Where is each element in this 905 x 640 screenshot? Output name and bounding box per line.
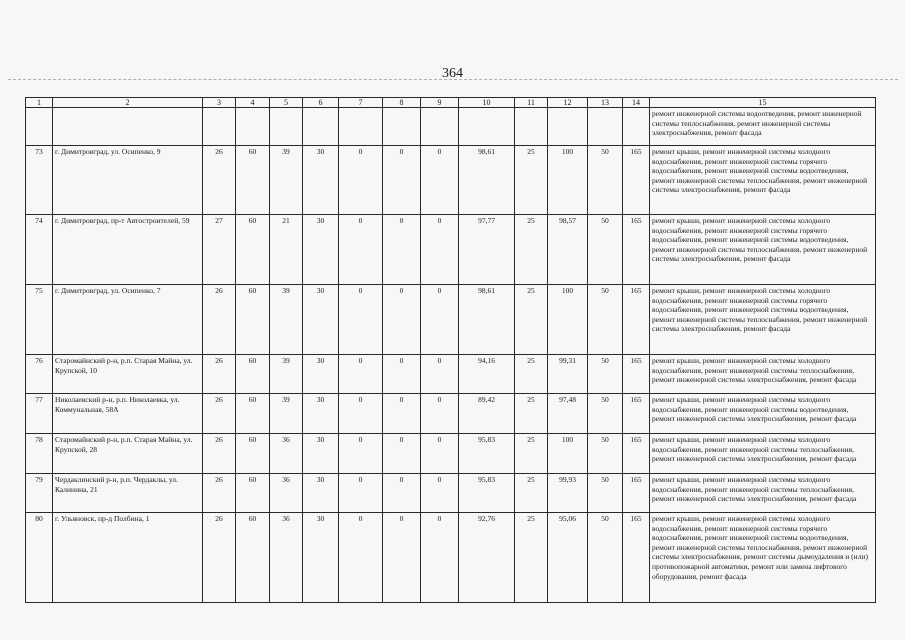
work-list: ремонт крыши, ремонт инженерной системы холодного водоснабжения, ремонт инженерной системы теплоснабжения, ремонт инженерной системы электроснабжения, ремонт фасада	[650, 434, 876, 474]
col-9: 0	[421, 355, 459, 394]
repair-table	[25, 97, 876, 603]
col-9: 0	[421, 513, 459, 603]
col-5: 36	[270, 513, 303, 603]
col-8: 0	[383, 474, 421, 513]
col-10: 89,42	[459, 394, 515, 434]
col-9: 0	[421, 394, 459, 434]
col-6: 30	[303, 513, 339, 603]
column-header: 2	[53, 98, 203, 108]
row-number: 78	[26, 434, 53, 474]
col-13: 50	[588, 355, 623, 394]
column-header: 1	[26, 98, 53, 108]
col-10: 98,61	[459, 285, 515, 355]
col-6: 30	[303, 146, 339, 215]
col-3: 27	[203, 215, 236, 285]
col-11: 25	[515, 215, 548, 285]
col-5: 39	[270, 355, 303, 394]
work-list: ремонт инженерной системы водоотведения, ремонт инженерной системы теплоснабжения, ремонт инженерной системы электроснабжения, ремонт фасада	[650, 108, 876, 146]
column-header: 11	[515, 98, 548, 108]
col-4: 60	[236, 474, 270, 513]
col-3: 26	[203, 146, 236, 215]
col-4: 60	[236, 285, 270, 355]
address: Чердаклинский р-н, р.п. Чердаклы, ул. Калинина, 21	[53, 474, 203, 513]
col-13: 50	[588, 215, 623, 285]
col-8: 0	[383, 434, 421, 474]
col-6: 30	[303, 285, 339, 355]
col-8: 0	[383, 355, 421, 394]
work-list: ремонт крыши, ремонт инженерной системы холодного водоснабжения, ремонт инженерной системы горячего водоснабжения, ремонт инженерной системы водоотведения, ремонт инженерной системы теплоснабжения, ремонт инженерной системы электроснабжения, ремонт фасада	[650, 215, 876, 285]
col-13: 50	[588, 146, 623, 215]
col-11: 25	[515, 513, 548, 603]
col-11: 25	[515, 146, 548, 215]
col-8: 0	[383, 146, 421, 215]
address: Николаевский р-н, р.п. Николаевка, ул. Коммунальная, 58А	[53, 394, 203, 434]
col-14: 165	[623, 474, 650, 513]
col-14: 165	[623, 355, 650, 394]
address: Старомайнский р-н, р.п. Старая Майна, ул. Крупской, 10	[53, 355, 203, 394]
col-11: 25	[515, 355, 548, 394]
col-4: 60	[236, 394, 270, 434]
column-header: 9	[421, 98, 459, 108]
table-row	[26, 146, 876, 215]
work-list: ремонт крыши, ремонт инженерной системы холодного водоснабжения, ремонт инженерной системы водоотведения, ремонт инженерной системы электроснабжения, ремонт фасада	[650, 394, 876, 434]
col-12: 100	[548, 146, 588, 215]
col-8: 0	[383, 285, 421, 355]
column-number-row	[26, 98, 876, 108]
col-7: 0	[339, 434, 383, 474]
address: г. Димитровград, ул. Осипенко, 9	[53, 146, 203, 215]
column-header: 15	[650, 98, 876, 108]
table-row	[26, 215, 876, 285]
col-4: 60	[236, 215, 270, 285]
col-12: 98,57	[548, 215, 588, 285]
col-11: 25	[515, 285, 548, 355]
col-7: 0	[339, 285, 383, 355]
col-14: 165	[623, 434, 650, 474]
col-9: 0	[421, 285, 459, 355]
col-3: 26	[203, 434, 236, 474]
address: Старомайнский р-н, р.п. Старая Майна, ул. Крупской, 28	[53, 434, 203, 474]
col-10: 95,83	[459, 434, 515, 474]
col-5: 39	[270, 285, 303, 355]
column-header: 12	[548, 98, 588, 108]
col-9: 0	[421, 474, 459, 513]
column-header: 8	[383, 98, 421, 108]
col-14: 165	[623, 394, 650, 434]
row-number: 77	[26, 394, 53, 434]
col-4: 60	[236, 146, 270, 215]
col-3: 26	[203, 394, 236, 434]
col-10: 94,16	[459, 355, 515, 394]
row-number: 75	[26, 285, 53, 355]
col-9: 0	[421, 434, 459, 474]
row-number: 80	[26, 513, 53, 603]
row-number: 74	[26, 215, 53, 285]
col-7: 0	[339, 355, 383, 394]
continuation-row	[26, 108, 876, 146]
row-number: 76	[26, 355, 53, 394]
col-13: 50	[588, 513, 623, 603]
col-12: 100	[548, 434, 588, 474]
col-12: 95,06	[548, 513, 588, 603]
col-6: 30	[303, 474, 339, 513]
col-12: 99,31	[548, 355, 588, 394]
col-13: 50	[588, 434, 623, 474]
work-list: ремонт крыши, ремонт инженерной системы холодного водоснабжения, ремонт инженерной системы горячего водоснабжения, ремонт инженерной системы водоотведения, ремонт инженерной системы теплоснабжения, ремонт инженерной системы электроснабжения, ремонт системы дымоудаления и (или) противопожарной автоматики, ремонт или замена лифтового оборудования, ремонт фасада	[650, 513, 876, 603]
col-8: 0	[383, 394, 421, 434]
col-14: 165	[623, 146, 650, 215]
col-14: 165	[623, 215, 650, 285]
col-5: 36	[270, 474, 303, 513]
col-5: 21	[270, 215, 303, 285]
col-12: 99,93	[548, 474, 588, 513]
col-4: 60	[236, 513, 270, 603]
table-row	[26, 394, 876, 434]
column-header: 3	[203, 98, 236, 108]
col-7: 0	[339, 146, 383, 215]
address: г. Димитровград, ул. Осипенко, 7	[53, 285, 203, 355]
address: г. Ульяновск, пр-д Полбина, 1	[53, 513, 203, 603]
col-11: 25	[515, 474, 548, 513]
work-list: ремонт крыши, ремонт инженерной системы холодного водоснабжения, ремонт инженерной системы горячего водоснабжения, ремонт инженерной системы водоотведения, ремонт инженерной системы теплоснабжения, ремонт инженерной системы электроснабжения, ремонт фасада	[650, 285, 876, 355]
col-3: 26	[203, 474, 236, 513]
work-list: ремонт крыши, ремонт инженерной системы холодного водоснабжения, ремонт инженерной системы теплоснабжения, ремонт инженерной системы электроснабжения, ремонт фасада	[650, 474, 876, 513]
table-row	[26, 285, 876, 355]
col-3: 26	[203, 513, 236, 603]
table-row	[26, 513, 876, 603]
work-list: ремонт крыши, ремонт инженерной системы холодного водоснабжения, ремонт инженерной системы горячего водоснабжения, ремонт инженерной системы водоотведения, ремонт инженерной системы теплоснабжения, ремонт инженерной системы электроснабжения, ремонт фасада	[650, 146, 876, 215]
work-list: ремонт крыши, ремонт инженерной системы холодного водоснабжения, ремонт инженерной системы теплоснабжения, ремонт инженерной системы электроснабжения, ремонт фасада	[650, 355, 876, 394]
col-12: 100	[548, 285, 588, 355]
col-9: 0	[421, 215, 459, 285]
col-8: 0	[383, 513, 421, 603]
col-5: 39	[270, 394, 303, 434]
col-3: 26	[203, 285, 236, 355]
address: г. Димитровград, пр-т Автостроителей, 59	[53, 215, 203, 285]
col-6: 30	[303, 215, 339, 285]
col-13: 50	[588, 394, 623, 434]
col-9: 0	[421, 146, 459, 215]
row-number: 73	[26, 146, 53, 215]
col-3: 26	[203, 355, 236, 394]
col-7: 0	[339, 215, 383, 285]
column-header: 13	[588, 98, 623, 108]
table-row	[26, 355, 876, 394]
column-header: 4	[236, 98, 270, 108]
col-10: 92,76	[459, 513, 515, 603]
col-6: 30	[303, 394, 339, 434]
table-row	[26, 474, 876, 513]
col-5: 39	[270, 146, 303, 215]
col-14: 165	[623, 285, 650, 355]
column-header: 7	[339, 98, 383, 108]
col-11: 25	[515, 394, 548, 434]
col-7: 0	[339, 474, 383, 513]
page-number: 364	[442, 66, 463, 81]
col-8: 0	[383, 215, 421, 285]
col-4: 60	[236, 434, 270, 474]
col-13: 50	[588, 474, 623, 513]
column-header: 10	[459, 98, 515, 108]
col-10: 97,77	[459, 215, 515, 285]
column-header: 6	[303, 98, 339, 108]
row-number: 79	[26, 474, 53, 513]
col-7: 0	[339, 394, 383, 434]
col-10: 95,83	[459, 474, 515, 513]
col-6: 30	[303, 434, 339, 474]
col-14: 165	[623, 513, 650, 603]
col-6: 30	[303, 355, 339, 394]
column-header: 14	[623, 98, 650, 108]
col-13: 50	[588, 285, 623, 355]
col-5: 36	[270, 434, 303, 474]
col-4: 60	[236, 355, 270, 394]
col-12: 97,48	[548, 394, 588, 434]
col-10: 98,61	[459, 146, 515, 215]
col-11: 25	[515, 434, 548, 474]
column-header: 5	[270, 98, 303, 108]
table-row	[26, 434, 876, 474]
col-7: 0	[339, 513, 383, 603]
